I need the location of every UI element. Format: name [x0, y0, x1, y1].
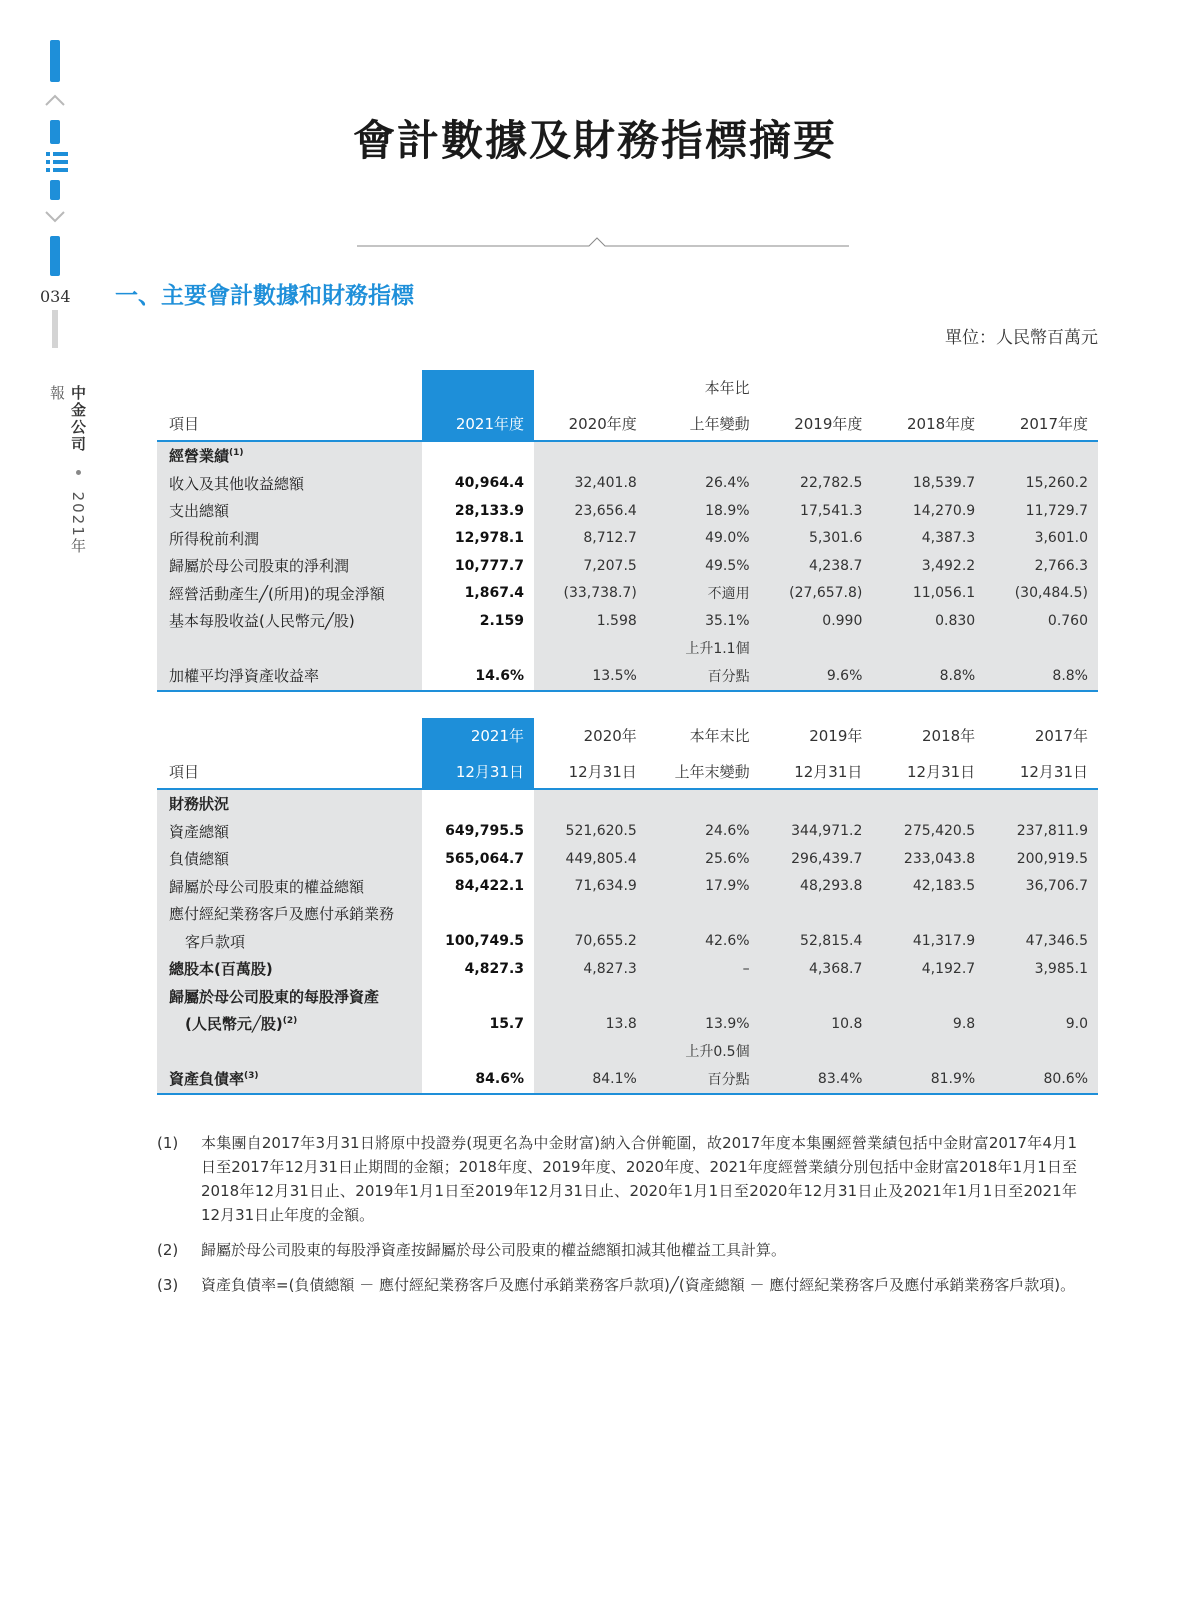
- table-cell: 15.7: [422, 1010, 534, 1038]
- table-cell: 0.830: [872, 607, 985, 635]
- table-cell: 4,192.7: [872, 955, 985, 983]
- table-cell: 8.8%: [985, 662, 1098, 691]
- row-label: [157, 1010, 422, 1038]
- table-row: [157, 580, 1098, 608]
- table-row: [157, 441, 1098, 470]
- side-navigation: [0, 0, 110, 560]
- row-label: [157, 607, 422, 635]
- table-cell: 275,420.5: [872, 818, 985, 846]
- table-cell: 4,368.7: [760, 955, 873, 983]
- financial-position-table: [157, 718, 1098, 1095]
- row-label: [157, 525, 422, 553]
- table-cell: 28,133.9: [422, 497, 534, 525]
- table-cell: 449,805.4: [534, 845, 647, 873]
- chevron-down-icon[interactable]: [43, 205, 67, 229]
- row-label-text: 客戶款項: [185, 932, 246, 951]
- header-2018-date: 12月31日: [907, 763, 976, 781]
- table-row: [157, 1010, 1098, 1038]
- header-2018: 2018年度: [907, 415, 976, 433]
- footnote-item: [157, 1273, 1077, 1297]
- table-row: [157, 552, 1098, 580]
- table-cell: 22,782.5: [760, 470, 873, 498]
- row-label-text: 負債總額: [169, 850, 230, 869]
- table-cell: 4,387.3: [872, 525, 985, 553]
- table-cell: (27,657.8): [760, 580, 873, 608]
- page-title: 會計數據及財務指標摘要: [352, 116, 837, 165]
- table-cell: 1.598: [534, 607, 647, 635]
- table-cell: 11,729.7: [985, 497, 1098, 525]
- table-cell: 83.4%: [760, 1065, 873, 1094]
- row-label-text: 歸屬於母公司股東的淨利潤: [169, 557, 350, 576]
- operating-results-table: [157, 370, 1098, 692]
- footnote-text: 資產負債率=(負債總額 － 應付經紀業務客戶及應付承銷業務客戶款項)╱(資產總額 － 應付經紀業務客戶及應付承銷業務客戶款項)。: [201, 1276, 1076, 1294]
- table-cell: 47,346.5: [985, 928, 1098, 956]
- header-2019: 2019年度: [794, 415, 863, 433]
- row-label: [157, 955, 422, 983]
- change-cell-top: 上升0.5個: [647, 1038, 760, 1066]
- table-cell: 百分點: [647, 1065, 760, 1094]
- row-label-text: 總股本(百萬股): [169, 960, 273, 979]
- row-label-text: 經營活動產生╱(所用)的現金淨額: [169, 584, 385, 603]
- table-cell: 2.159: [422, 607, 534, 635]
- table-cell: 11,056.1: [872, 580, 985, 608]
- row-label-text: 支出總額: [169, 502, 230, 521]
- row-label: [157, 580, 422, 608]
- table-cell: 35.1%: [647, 607, 760, 635]
- table-cell: 10,777.7: [422, 552, 534, 580]
- table-cell: 17.9%: [647, 873, 760, 901]
- table-cell: 84,422.1: [422, 873, 534, 901]
- header-change-top: 本年末比: [689, 726, 750, 745]
- unit-label: 單位：人民幣百萬元: [945, 328, 1098, 348]
- header-item: 項目: [169, 763, 200, 781]
- table-row: [157, 955, 1098, 983]
- table-cell: 81.9%: [872, 1065, 985, 1094]
- footnote-ref: (2): [282, 1016, 298, 1027]
- table-cell: (30,484.5): [985, 580, 1098, 608]
- header-2017-date: 12月31日: [1019, 763, 1088, 781]
- footnote-text: 本集團自2017年3月31日將原中投證券(現更名為中金財富)納入合併範圍，故2017年度本集團經營業績包括中金財富2017年4月1日至2017年12月31日止期間的金額；2018年度、2019年度、2020年度、2021年度經營業績分別包括中金財富2018年1月1日至2018年12月31日止、2019年1月1日至2019年12月31日止、2020年1月1日至2020年12月31日止及2021年1月1日至2021年12月31日止年度的金額。: [201, 1134, 1077, 1224]
- report-name: 2021年報: [48, 385, 87, 555]
- table-cell: 13.5%: [534, 662, 647, 691]
- table-cell: 17,541.3: [760, 497, 873, 525]
- header-2020-year: 2020年: [583, 726, 637, 745]
- table-cell: 2,766.3: [985, 552, 1098, 580]
- table-cell: 7,207.5: [534, 552, 647, 580]
- header-2019-year: 2019年: [809, 726, 863, 745]
- header-2017: 2017年度: [1019, 415, 1088, 433]
- table-cell: 18,539.7: [872, 470, 985, 498]
- table-cell: 26.4%: [647, 470, 760, 498]
- footnote-ref: (3): [244, 1071, 259, 1082]
- footnotes: [157, 1131, 1077, 1308]
- table-cell: 237,811.9: [985, 818, 1098, 846]
- header-change-bottom: 上年變動: [689, 415, 750, 433]
- table-cell: 41,317.9: [872, 928, 985, 956]
- row-label-text: 基本每股收益(人民幣元╱股): [169, 612, 355, 631]
- table-cell: 3,985.1: [985, 955, 1098, 983]
- group-label-text: 經營業績: [169, 447, 230, 466]
- table-cell: 12,978.1: [422, 525, 534, 553]
- row-label-text: 所得稅前利潤: [169, 529, 260, 548]
- table-row: [157, 607, 1098, 635]
- change-cell-top: [647, 900, 760, 928]
- header-2021-date: 12月31日: [422, 752, 534, 790]
- header-2019-date: 12月31日: [794, 763, 863, 781]
- table-cell: 9.0: [985, 1010, 1098, 1038]
- table-cell: 0.990: [760, 607, 873, 635]
- row-label-text: 應付經紀業務客戶及應付承銷業務: [169, 905, 395, 924]
- header-2021: 2021年度: [422, 370, 534, 441]
- table-cell: 49.5%: [647, 552, 760, 580]
- header-change-bottom: 上年末變動: [674, 763, 750, 781]
- table-cell: 百分點: [647, 662, 760, 691]
- table-row: [157, 470, 1098, 498]
- row-label: [157, 983, 422, 1011]
- table-row: [157, 900, 1098, 928]
- table-cell: 200,919.5: [985, 845, 1098, 873]
- section-title: 一、主要會計數據和財務指標: [115, 283, 414, 309]
- table-cell: 14.6%: [422, 662, 534, 691]
- header-2020-date: 12月31日: [568, 763, 637, 781]
- nav-divider: [52, 310, 58, 348]
- row-label: [157, 662, 422, 691]
- row-label-text: 資產總額: [169, 822, 230, 841]
- separator-dot: [76, 470, 81, 475]
- header-2017-year: 2017年: [1034, 726, 1088, 745]
- footnote-item: [157, 1238, 1077, 1262]
- table-cell: 649,795.5: [422, 818, 534, 846]
- table-cell: 25.6%: [647, 845, 760, 873]
- table-cell: –: [647, 955, 760, 983]
- table-cell: (33,738.7): [534, 580, 647, 608]
- table-cell: 40,964.4: [422, 470, 534, 498]
- row-label: [157, 1038, 422, 1066]
- table-row: [157, 497, 1098, 525]
- table-cell: 14,270.9: [872, 497, 985, 525]
- group-label-text: 財務狀況: [169, 795, 230, 814]
- change-cell-top: [647, 983, 760, 1011]
- table-cell: 1,867.4: [422, 580, 534, 608]
- table-cell: 8.8%: [872, 662, 985, 691]
- table-cell: 48,293.8: [760, 873, 873, 901]
- table-cell: 4,238.7: [760, 552, 873, 580]
- group-label: [157, 789, 422, 818]
- header-2021-year: 2021年: [422, 718, 534, 752]
- header-2020: 2020年度: [568, 415, 637, 433]
- table-row: [157, 1038, 1098, 1066]
- table-cell: 42,183.5: [872, 873, 985, 901]
- table-cell: 9.8: [872, 1010, 985, 1038]
- title-divider: [357, 236, 849, 252]
- table-row: [157, 525, 1098, 553]
- table-cell: 0.760: [985, 607, 1098, 635]
- footnote-item: [157, 1131, 1077, 1227]
- row-label: [157, 497, 422, 525]
- footnote-ref: (1): [229, 448, 244, 459]
- footnote-number: (3): [157, 1276, 179, 1294]
- table-cell: 8,712.7: [534, 525, 647, 553]
- table-cell: 24.6%: [647, 818, 760, 846]
- table-cell: 不適用: [647, 580, 760, 608]
- table-row: [157, 662, 1098, 691]
- table-cell: 52,815.4: [760, 928, 873, 956]
- table-cell: 70,655.2: [534, 928, 647, 956]
- row-label: [157, 552, 422, 580]
- row-label: [157, 900, 422, 928]
- nav-accent-bar: [50, 236, 60, 276]
- table-cell: 84.1%: [534, 1065, 647, 1094]
- table-cell: 71,634.9: [534, 873, 647, 901]
- table-row: [157, 789, 1098, 818]
- page-number: 034: [40, 287, 71, 306]
- company-name: 中金公司: [69, 385, 87, 453]
- table-cell: 100,749.5: [422, 928, 534, 956]
- nav-accent-bar: [50, 180, 60, 200]
- table-cell: 344,971.2: [760, 818, 873, 846]
- table-cell: 49.0%: [647, 525, 760, 553]
- row-label-text: (人民幣元╱股): [185, 1015, 283, 1034]
- header-change-top: 本年比: [704, 378, 750, 397]
- row-label-text: 加權平均淨資產收益率: [169, 667, 320, 686]
- table-cell: 13.8: [534, 1010, 647, 1038]
- table-cell: 80.6%: [985, 1065, 1098, 1094]
- table-cell: 23,656.4: [534, 497, 647, 525]
- table-row: [157, 845, 1098, 873]
- table-cell: 521,620.5: [534, 818, 647, 846]
- table-cell: 3,601.0: [985, 525, 1098, 553]
- row-label: [157, 928, 422, 956]
- table-cell: 36,706.7: [985, 873, 1098, 901]
- table-cell: 32,401.8: [534, 470, 647, 498]
- group-label: [157, 441, 422, 470]
- table-cell: 84.6%: [422, 1065, 534, 1094]
- sidebar-caption: [47, 385, 89, 560]
- table-row: [157, 928, 1098, 956]
- table-cell: 233,043.8: [872, 845, 985, 873]
- row-label-text: 收入及其他收益總額: [169, 474, 305, 493]
- table-row: [157, 983, 1098, 1011]
- table-cell: 13.9%: [647, 1010, 760, 1038]
- change-cell-top: 上升1.1個: [647, 635, 760, 663]
- footnote-number: (1): [157, 1134, 179, 1152]
- table-cell: 5,301.6: [760, 525, 873, 553]
- table-cell: 42.6%: [647, 928, 760, 956]
- footnote-text: 歸屬於母公司股東的每股淨資產按歸屬於母公司股東的權益總額扣減其他權益工具計算。: [201, 1241, 787, 1259]
- row-label-text: 歸屬於母公司股東的每股淨資產: [169, 987, 380, 1006]
- table-row: [157, 1065, 1098, 1094]
- row-label: [157, 470, 422, 498]
- table-row: [157, 818, 1098, 846]
- row-label-text: 歸屬於母公司股東的權益總額: [169, 877, 365, 896]
- row-label: [157, 845, 422, 873]
- footnote-number: (2): [157, 1241, 179, 1259]
- row-label: [157, 818, 422, 846]
- row-label-text: 資產負債率: [169, 1070, 245, 1089]
- table-row: [157, 635, 1098, 663]
- nav-accent-bar: [50, 40, 60, 82]
- table-cell: 296,439.7: [760, 845, 873, 873]
- table-cell: 18.9%: [647, 497, 760, 525]
- table-cell: 15,260.2: [985, 470, 1098, 498]
- table-cell: 10.8: [760, 1010, 873, 1038]
- table-cell: 565,064.7: [422, 845, 534, 873]
- table-cell: 4,827.3: [534, 955, 647, 983]
- table-cell: 9.6%: [760, 662, 873, 691]
- header-item: 項目: [169, 415, 200, 433]
- table-cell: 3,492.2: [872, 552, 985, 580]
- table-cell: 4,827.3: [422, 955, 534, 983]
- table-row: [157, 873, 1098, 901]
- row-label: [157, 635, 422, 663]
- row-label: [157, 873, 422, 901]
- row-label: [157, 1065, 422, 1094]
- header-2018-year: 2018年: [922, 726, 976, 745]
